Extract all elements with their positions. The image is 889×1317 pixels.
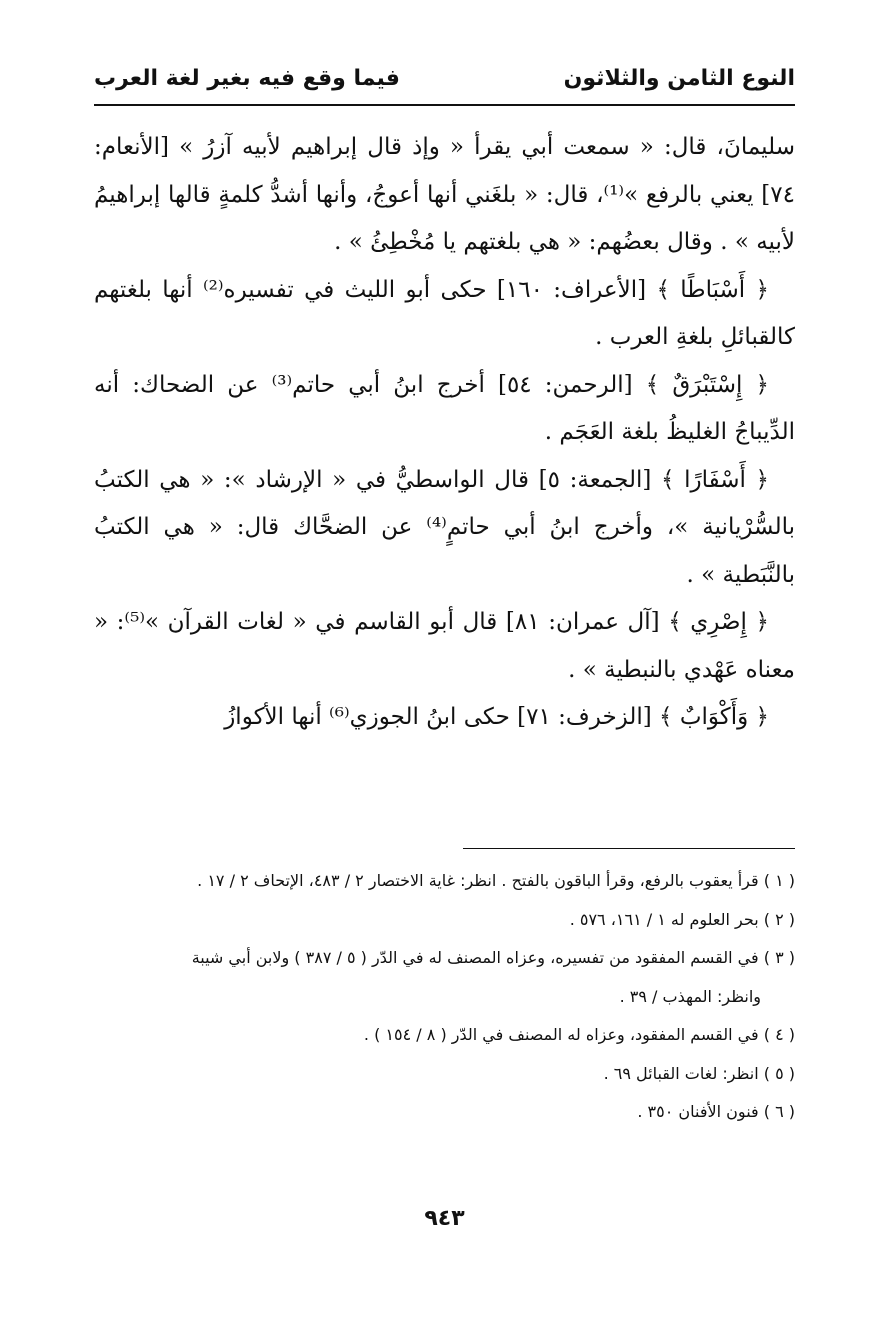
- main-text: [94, 124, 795, 742]
- chapter-title: النوع الثامن والثلاثون: [563, 65, 795, 91]
- paragraph-6: ﴿ وَأَكْوَابٌ ﴾ [الزخرف: ٧١] حكى ابنُ الجوزي⁽⁶⁾ أنها الأكوازُ: [224, 704, 769, 730]
- paragraph-2: ﴿ أَسْبَاطًا ﴾ [الأعراف: ١٦٠] حكى أبو الليث في تفسيره⁽²⁾ أنها بلغتهم كالقبائلِ بلغةِ العرب .: [94, 276, 795, 350]
- footnote-3-continued: وانظر: المهذب / ٣٩ .: [619, 986, 761, 1006]
- footnote-divider: [463, 848, 795, 849]
- footnotes: [94, 862, 795, 1132]
- footnote-5: ( ٥ ) انظر: لغات القبائل ٦٩ .: [603, 1063, 795, 1083]
- paragraph-5: ﴿ إِصْرِي ﴾ [آل عمران: ٨١] قال أبو القاسم في « لغات القرآن »⁽⁵⁾: « معناه عَهْدي بالنبطية » .: [94, 609, 795, 683]
- paragraph-4: ﴿ أَسْفَارًا ﴾ [الجمعة: ٥] قال الواسطيُّ في « الإرشاد »: « هي الكتبُ بالسُّرْيانية »، وأخرج ابنُ أبي حاتمٍ⁽⁴⁾ عن الضحَّاك قال: « هي الكتبُ بالنَّبَطية » .: [94, 466, 795, 588]
- footnote-3: ( ٣ ) في القسم المفقود من تفسيره، وعزاه المصنف له في الدّر ( ٥ / ٣٨٧ ) ولابن أبي شيبة: [191, 948, 795, 967]
- footnote-1: ( ١ ) قرأ يعقوب بالرفع، وقرأ الباقون بالفتح . انظر: غاية الاختصار ٢ / ٤٨٣، الإتحاف ٢ / ١٧ .: [197, 871, 795, 890]
- header-divider: [94, 104, 795, 106]
- footnote-2: ( ٢ ) بحر العلوم له ١ / ١٦١، ٥٧٦ .: [569, 909, 795, 929]
- paragraph-1: سليمانَ، قال: « سمعت أبي يقرأ « وإذ قال إبراهيم لأبيه آزرُ » [الأنعام: ٧٤] يعني بالرفع »⁽¹⁾، قال: « بلغَني أنها أعوجُ، وأنها أشدُّ كلمةٍ قالها إبراهيمُ لأبيه » . وقال بعضُهم: « هي بلغتهم يا مُخْطِئُ » .: [94, 134, 795, 255]
- footnote-4: ( ٤ ) في القسم المفقود، وعزاه له المصنف في الدّر ( ٨ / ١٥٤ ) .: [363, 1025, 795, 1044]
- section-title: فيما وقع فيه بغير لغة العرب: [94, 65, 400, 91]
- footnote-6: ( ٦ ) فنون الأفنان ٣٥٠ .: [637, 1102, 795, 1121]
- running-header: [94, 58, 795, 98]
- page-number: ٩٤٣: [424, 1206, 465, 1231]
- paragraph-3: ﴿ إِسْتَبْرَقٌ ﴾ [الرحمن: ٥٤] أخرج ابنُ أبي حاتم⁽³⁾ عن الضحاك: أنه الدِّيباجُ الغليظُ بلغة العَجَم .: [94, 371, 795, 445]
